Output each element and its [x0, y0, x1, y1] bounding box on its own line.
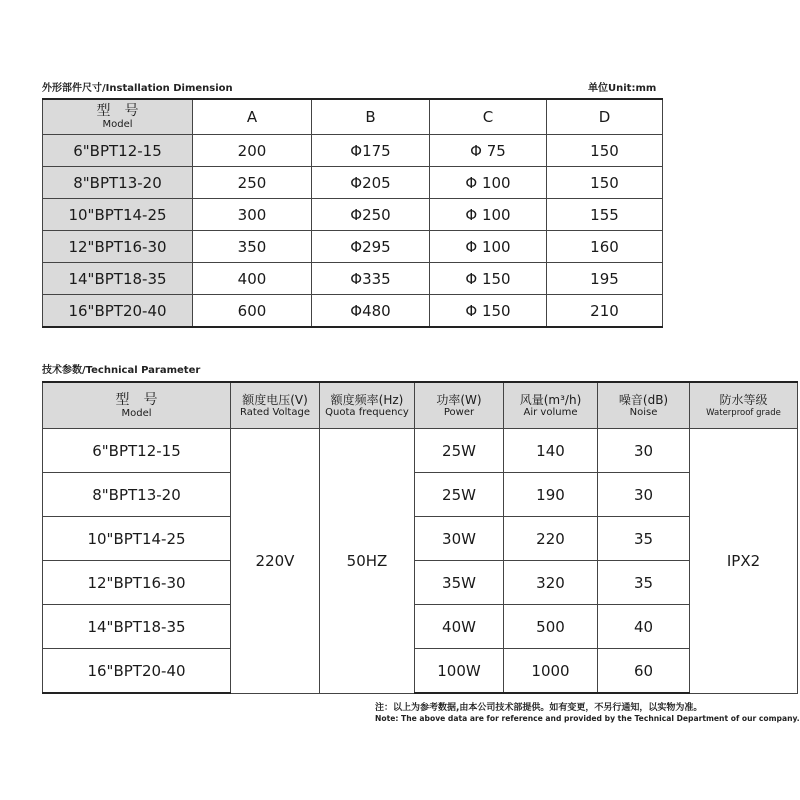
noise-header-en: Noise — [629, 406, 658, 418]
air-volume-cell: 140 — [504, 429, 598, 473]
table-row — [43, 605, 798, 649]
cell-d: 160 — [547, 231, 663, 263]
model-cell: 6"BPT12-15 — [43, 135, 193, 167]
table-row — [43, 473, 798, 517]
cell-c: Φ 150 — [430, 263, 547, 295]
power-cell: 40W — [415, 605, 504, 649]
air-volume-cell: 500 — [504, 605, 598, 649]
cell-d: 150 — [547, 135, 663, 167]
technical-title: 技术参数/Technical Parameter — [42, 365, 201, 376]
noise-cell: 35 — [598, 561, 690, 605]
model-cell: 14"BPT18-35 — [43, 605, 231, 649]
waterproof-header — [690, 382, 798, 429]
cell-a: 350 — [193, 231, 312, 263]
noise-cell: 35 — [598, 517, 690, 561]
model-cell: 12"BPT16-30 — [43, 561, 231, 605]
cell-c: Φ 150 — [430, 295, 547, 328]
power-cell: 25W — [415, 473, 504, 517]
col-a-header: A — [193, 99, 312, 135]
power-header — [415, 382, 504, 429]
frequency-header-zh: 额度频率(Hz) — [330, 392, 404, 407]
air-volume-header-en: Air volume — [523, 406, 578, 418]
table-row — [43, 649, 798, 694]
waterproof-cell: IPX2 — [690, 429, 798, 694]
waterproof-header-en: Waterproof grade — [706, 407, 781, 418]
table-row — [43, 263, 663, 295]
table-row — [43, 167, 663, 199]
noise-cell: 30 — [598, 429, 690, 473]
installation-dimension-table — [42, 98, 663, 328]
col-b-header: B — [312, 99, 430, 135]
model-cell: 8"BPT13-20 — [43, 167, 193, 199]
table-row — [43, 135, 663, 167]
air-volume-cell: 1000 — [504, 649, 598, 694]
cell-d: 155 — [547, 199, 663, 231]
voltage-header-en: Rated Voltage — [240, 406, 310, 418]
cell-d: 195 — [547, 263, 663, 295]
noise-cell: 40 — [598, 605, 690, 649]
note-english: Note: The above data are for reference and provided by the Technical Department of our company. — [375, 714, 800, 723]
model-cell: 10"BPT14-25 — [43, 199, 193, 231]
col-c-header: C — [430, 99, 547, 135]
cell-b: Φ480 — [312, 295, 430, 328]
model-header-en: Model — [102, 119, 133, 130]
model-header — [43, 99, 193, 135]
cell-a: 250 — [193, 167, 312, 199]
cell-c: Φ 75 — [430, 135, 547, 167]
power-cell: 35W — [415, 561, 504, 605]
power-header-en: Power — [443, 406, 475, 418]
waterproof-header-zh: 防水等级 — [719, 392, 768, 407]
frequency-header — [320, 382, 415, 429]
cell-a: 400 — [193, 263, 312, 295]
model-header-en: Model — [121, 407, 152, 419]
cell-a: 600 — [193, 295, 312, 328]
voltage-cell: 220V — [231, 429, 320, 694]
model-cell: 10"BPT14-25 — [43, 517, 231, 561]
cell-c: Φ 100 — [430, 167, 547, 199]
cell-c: Φ 100 — [430, 199, 547, 231]
cell-a: 300 — [193, 199, 312, 231]
cell-d: 150 — [547, 167, 663, 199]
cell-b: Φ175 — [312, 135, 430, 167]
power-header-zh: 功率(W) — [436, 392, 482, 407]
air-volume-cell: 190 — [504, 473, 598, 517]
cell-d: 210 — [547, 295, 663, 328]
voltage-header-zh: 额度电压(V) — [242, 392, 308, 407]
frequency-cell: 50HZ — [320, 429, 415, 694]
cell-c: Φ 100 — [430, 231, 547, 263]
table-row — [43, 231, 663, 263]
model-cell: 16"BPT20-40 — [43, 295, 193, 328]
air-volume-header-zh: 风量(m³/h) — [519, 392, 582, 407]
table-row — [43, 561, 798, 605]
note-chinese: 注：以上为参考数据,由本公司技术部提供。如有变更，不另行通知，以实物为准。 — [375, 703, 703, 713]
model-cell: 8"BPT13-20 — [43, 473, 231, 517]
model-header-zh: 型号 — [96, 103, 153, 119]
table-row — [43, 199, 663, 231]
model-cell: 6"BPT12-15 — [43, 429, 231, 473]
power-cell: 100W — [415, 649, 504, 694]
cell-b: Φ205 — [312, 167, 430, 199]
cell-a: 200 — [193, 135, 312, 167]
model-cell: 14"BPT18-35 — [43, 263, 193, 295]
cell-b: Φ295 — [312, 231, 430, 263]
installation-title: 外形部件尺寸/Installation Dimension — [42, 83, 233, 94]
table-header-row — [43, 382, 798, 429]
frequency-header-en: Quota frequency — [325, 406, 409, 418]
air-volume-cell: 320 — [504, 561, 598, 605]
technical-parameter-table — [42, 381, 798, 694]
noise-cell: 60 — [598, 649, 690, 694]
col-d-header: D — [547, 99, 663, 135]
table-row — [43, 429, 798, 473]
air-volume-cell: 220 — [504, 517, 598, 561]
model-cell: 12"BPT16-30 — [43, 231, 193, 263]
noise-header — [598, 382, 690, 429]
noise-cell: 30 — [598, 473, 690, 517]
table-row — [43, 295, 663, 328]
table-row — [43, 517, 798, 561]
noise-header-zh: 噪音(dB) — [618, 392, 669, 407]
cell-b: Φ335 — [312, 263, 430, 295]
table-header-row — [43, 99, 663, 135]
model-cell: 16"BPT20-40 — [43, 649, 231, 694]
cell-b: Φ250 — [312, 199, 430, 231]
model-header — [43, 382, 231, 429]
power-cell: 30W — [415, 517, 504, 561]
unit-label: 单位Unit:mm — [588, 83, 657, 94]
power-cell: 25W — [415, 429, 504, 473]
voltage-header — [231, 382, 320, 429]
model-header-zh: 型号 — [115, 391, 172, 408]
air-volume-header — [504, 382, 598, 429]
